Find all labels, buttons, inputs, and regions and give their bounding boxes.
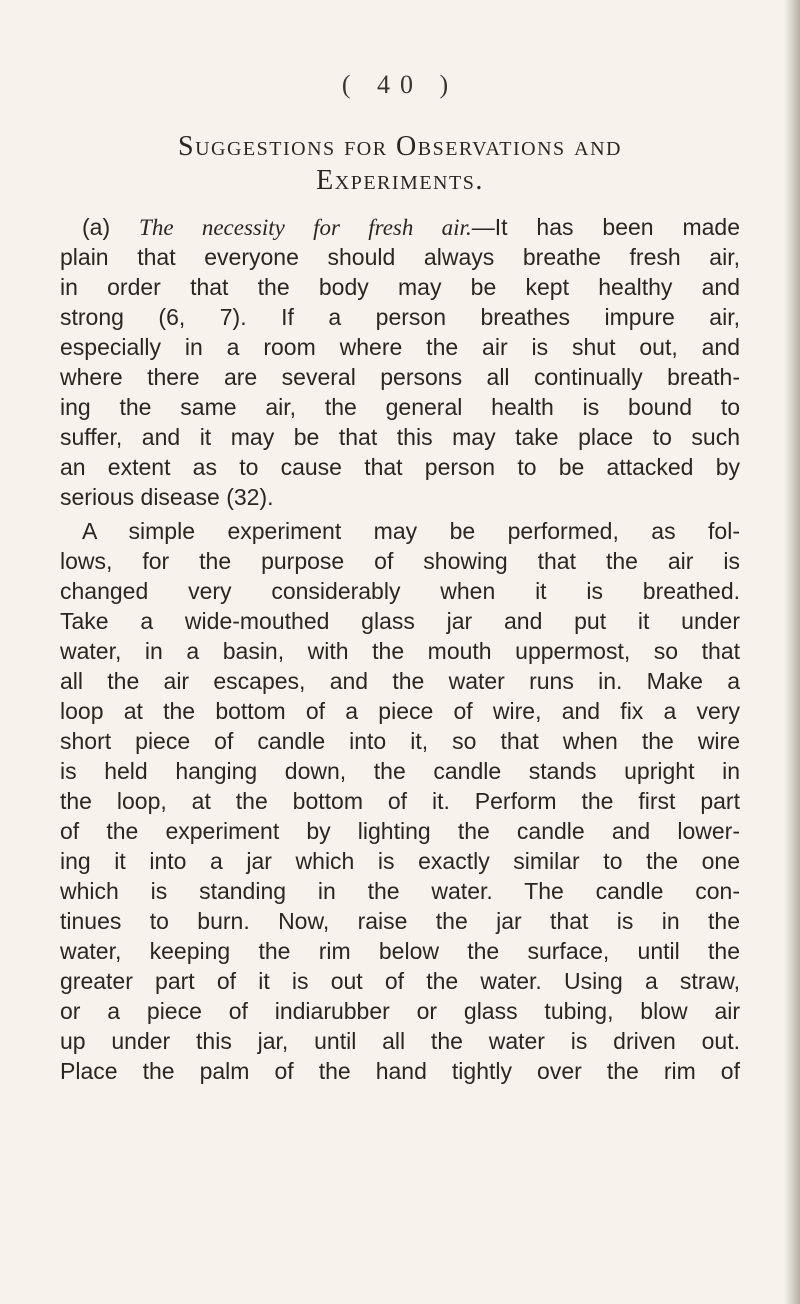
paragraph-1-line: serious disease (32). xyxy=(60,484,274,510)
paragraph-2-line: lows, for the purpose of showing that the air is xyxy=(60,548,740,574)
paragraph-1-line: strong (6, 7). If a person breathes impure air, xyxy=(60,304,740,330)
paragraph-1-line: especially in a room where the air is shut out, and xyxy=(60,334,740,360)
page-edge-shadow xyxy=(784,0,800,1304)
paragraph-1-line: where there are several persons all continually breath- xyxy=(60,364,740,390)
heading-line-1: Suggestions for Observations and xyxy=(178,131,622,162)
paragraph-2-line: Take a wide-mouthed glass jar and put it under xyxy=(60,608,740,634)
paragraph-title: The necessity for fresh air. xyxy=(139,215,472,240)
paragraph-2-line: which is standing in the water. The candle con- xyxy=(60,878,740,904)
paragraph-1-line: ing the same air, the general health is bound to xyxy=(60,394,740,420)
section-heading xyxy=(60,130,740,198)
paragraph-2-line: greater part of it is out of the water. Using a straw, xyxy=(60,968,740,994)
paragraph-1-first-line xyxy=(60,212,740,242)
page-number: ( 40 ) xyxy=(341,70,459,99)
paragraph-2-line: of the experiment by lighting the candle and lower- xyxy=(60,818,740,844)
paragraph-2-line: up under this jar, until all the water is driven out. xyxy=(60,1028,740,1054)
paragraph-2-line: loop at the bottom of a piece of wire, and fix a very xyxy=(60,698,740,724)
paragraph-1-line: an extent as to cause that person to be attacked by xyxy=(60,454,740,480)
paragraph-1-line: in order that the body may be kept healthy and xyxy=(60,274,740,300)
heading-line-2: Experiments. xyxy=(316,165,484,196)
paragraph-2-line: ing it into a jar which is exactly similar to the one xyxy=(60,848,740,874)
paragraph-1-line: plain that everyone should always breathe fresh air, xyxy=(60,244,740,270)
paragraph-2-line: Place the palm of the hand tightly over the rim of xyxy=(60,1058,740,1084)
paragraph-2-line: is held hanging down, the candle stands upright in xyxy=(60,758,740,784)
paragraph-2-line: changed very considerably when it is breathed. xyxy=(60,578,740,604)
paragraph-label: (a) xyxy=(82,214,111,240)
paragraph-2-line: or a piece of indiarubber or glass tubing, blow air xyxy=(60,998,740,1024)
body-text xyxy=(60,212,740,1086)
paragraph-2-line: short piece of candle into it, so that when the wire xyxy=(60,728,740,754)
paragraph-2-line: all the air escapes, and the water runs in. Make a xyxy=(60,668,740,694)
paragraph-2-line: water, in a basin, with the mouth uppermost, so that xyxy=(60,638,740,664)
paragraph-1-line: suffer, and it may be that this may take place to such xyxy=(60,424,740,450)
paragraph-2-line: A simple experiment may be performed, as fol- xyxy=(82,518,740,544)
paragraph-2-line: tinues to burn. Now, raise the jar that is in the xyxy=(60,908,740,934)
paragraph-2-line: the loop, at the bottom of it. Perform the first part xyxy=(60,788,740,814)
paragraph-2-line: water, keeping the rim below the surface, until the xyxy=(60,938,740,964)
paragraph-1-line-0-rest: —It has been made xyxy=(471,214,741,240)
